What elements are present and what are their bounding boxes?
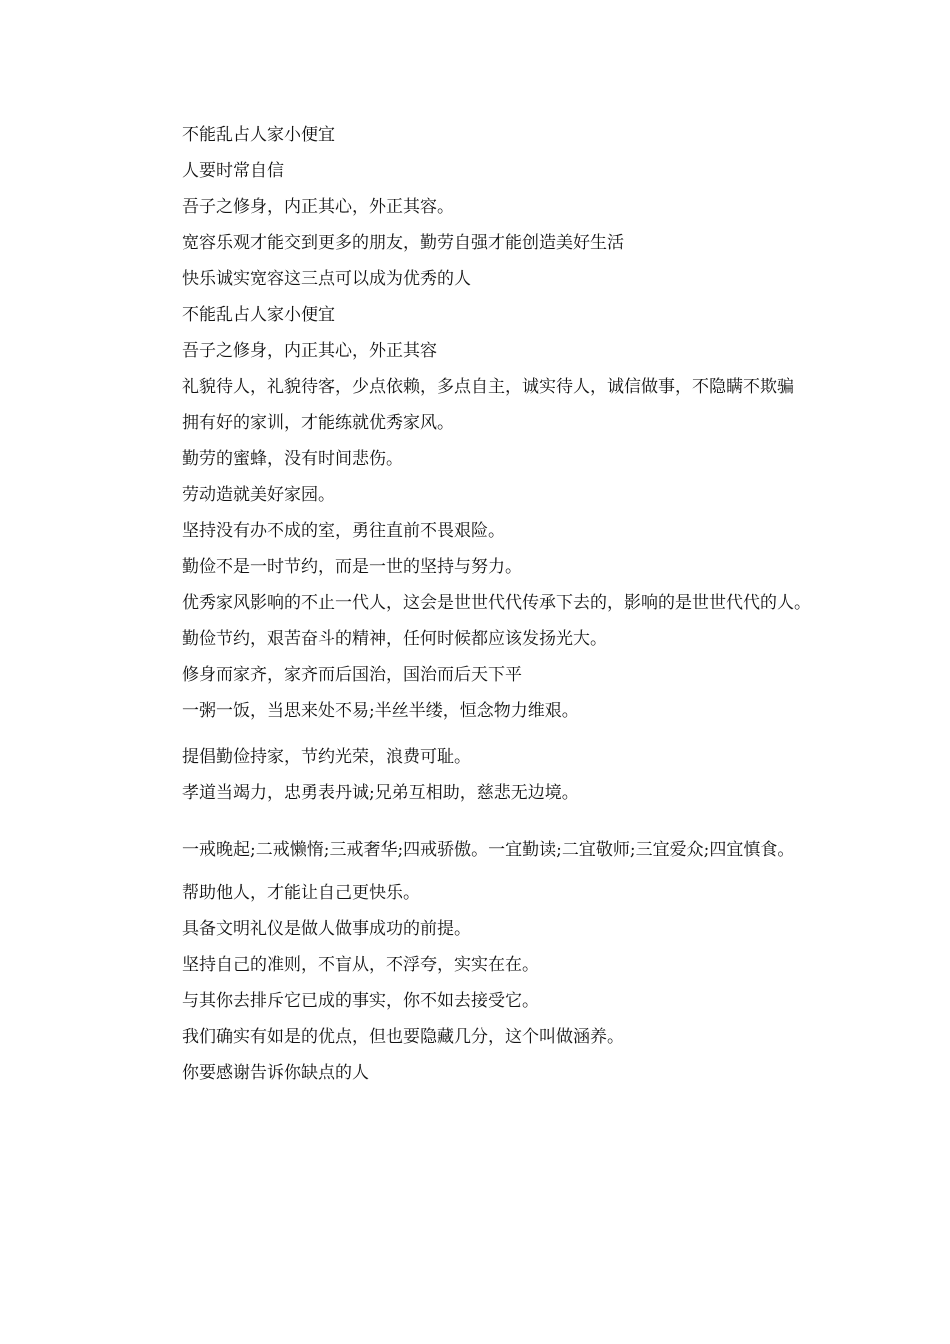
paragraph: 劳动造就美好家园。: [182, 485, 335, 505]
paragraph: 一粥一饭，当思来处不易;半丝半缕，恒念物力维艰。: [182, 701, 579, 721]
paragraph: 你要感谢告诉你缺点的人: [182, 1063, 369, 1083]
paragraph: 一戒晚起;二戒懒惰;三戒奢华;四戒骄傲。一宜勤读;二宜敬师;三宜爱众;四宜慎食。: [182, 840, 795, 860]
paragraph: 人要时常自信: [182, 161, 284, 181]
paragraph: 宽容乐观才能交到更多的朋友，勤劳自强才能创造美好生活: [182, 233, 624, 253]
document-body: [145, 117, 815, 1091]
paragraph: 拥有好的家训，才能练就优秀家风。: [182, 413, 454, 433]
paragraph: 坚持自己的准则，不盲从，不浮夸，实实在在。: [182, 955, 539, 975]
paragraph: 优秀家风影响的不止一代人，这会是世世代代传承下去的，影响的是世世代代的人。: [182, 593, 811, 613]
paragraph: 勤俭节约，艰苦奋斗的精神，任何时候都应该发扬光大。: [182, 629, 607, 649]
paragraph: 不能乱占人家小便宜: [182, 305, 335, 325]
paragraph: 不能乱占人家小便宜: [182, 125, 335, 145]
paragraph: 快乐诚实宽容这三点可以成为优秀的人: [182, 269, 471, 289]
paragraph: 吾子之修身，内正其心，外正其容: [182, 341, 437, 361]
paragraph: 礼貌待人，礼貌待客，少点依赖，多点自主，诚实待人，诚信做事，不隐瞒不欺骗: [182, 377, 794, 397]
paragraph: 我们确实有如是的优点，但也要隐藏几分，这个叫做涵养。: [182, 1027, 624, 1047]
paragraph: 具备文明礼仪是做人做事成功的前提。: [182, 919, 471, 939]
paragraph: 吾子之修身，内正其心，外正其容。: [182, 197, 454, 217]
paragraph: 修身而家齐，家齐而后国治，国治而后天下平: [182, 665, 522, 685]
paragraph: 提倡勤俭持家，节约光荣，浪费可耻。: [182, 747, 471, 767]
paragraph: 孝道当竭力，忠勇表丹诚;兄弟互相助，慈悲无边境。: [182, 783, 579, 803]
paragraph: 与其你去排斥它已成的事实，你不如去接受它。: [182, 991, 539, 1011]
paragraph: 坚持没有办不成的室，勇往直前不畏艰险。: [182, 521, 505, 541]
paragraph: 勤劳的蜜蜂，没有时间悲伤。: [182, 449, 403, 469]
paragraph: 帮助他人，才能让自己更快乐。: [182, 883, 420, 903]
paragraph: 勤俭不是一时节约，而是一世的坚持与努力。: [182, 557, 522, 577]
